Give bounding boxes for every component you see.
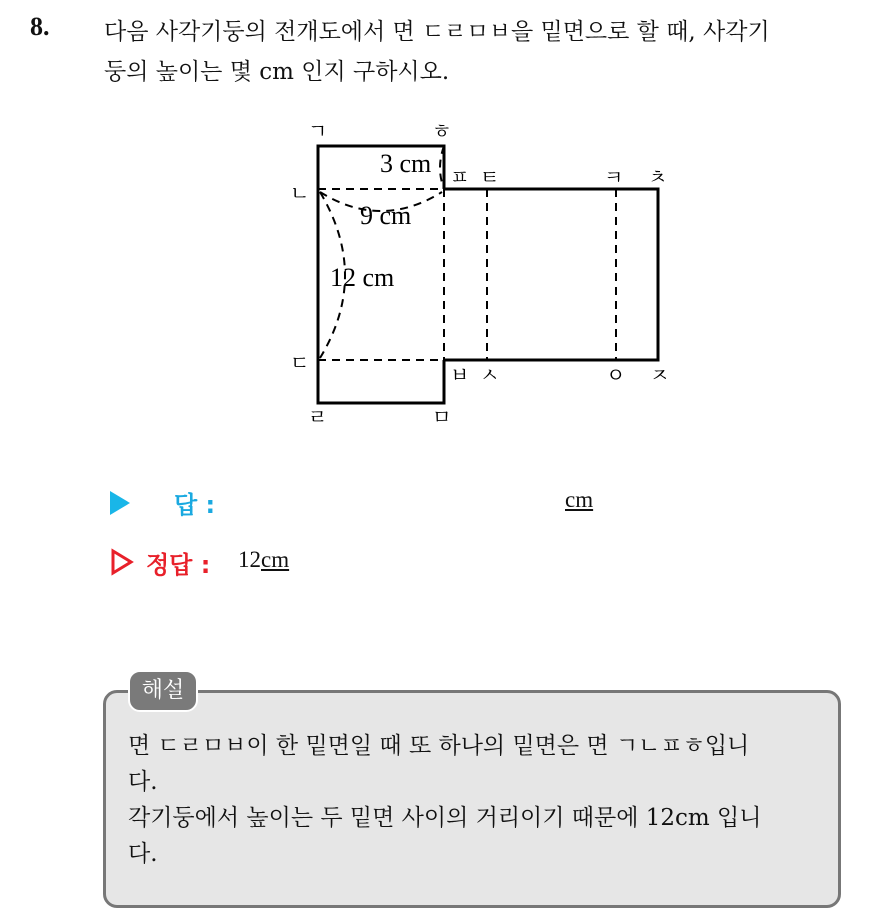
measure-3cm: 3 cm [380, 149, 432, 178]
solution-text [128, 728, 828, 872]
measure-12cm: 12 cm [330, 263, 395, 292]
correct-value [238, 547, 289, 573]
label-g: ㄱ [308, 119, 328, 143]
label-r: ㄹ [308, 405, 328, 429]
solution-tag: 해설 [128, 670, 198, 712]
play-triangle-icon [110, 491, 130, 515]
question-number: 8. [30, 12, 50, 41]
correct-answer-row [110, 545, 610, 579]
label-p: ㅍ [450, 165, 470, 189]
answer-label: 답 : [174, 491, 216, 519]
solution-line-1: 면 ㄷㄹㅁㅂ이 한 밑면일 때 또 하나의 밑면은 면 ㄱㄴㅍㅎ입니 [128, 733, 750, 759]
label-k: ㅋ [604, 165, 624, 189]
label-ch: ㅊ [648, 165, 668, 189]
correct-number: 12 [238, 547, 261, 572]
outline-triangle-icon [110, 548, 134, 576]
label-o: ㅇ [606, 363, 626, 387]
label-t: ㅌ [480, 165, 500, 189]
solution-line-4: 다. [128, 841, 158, 867]
label-n: ㄴ [290, 181, 310, 205]
question-line-1: 다음 사각기둥의 전개도에서 면 ㄷㄹㅁㅂ을 밑면으로 할 때, 사각기 [104, 19, 770, 45]
label-m: ㅁ [432, 405, 452, 429]
answer-unit: cm [565, 487, 594, 512]
label-b: ㅂ [450, 363, 470, 387]
net-outline-right [444, 189, 658, 360]
label-d: ㄷ [290, 351, 310, 375]
answer-row [110, 485, 610, 519]
label-s: ㅅ [480, 363, 500, 387]
measure-9cm: 9 cm [360, 201, 412, 230]
label-j: ㅈ [650, 363, 670, 387]
solution-line-2: 다. [128, 769, 158, 795]
solution-line-3: 각기둥에서 높이는 두 밑면 사이의 거리이기 때문에 12cm 입니 [128, 805, 762, 831]
label-h: ㅎ [432, 119, 452, 143]
correct-unit: cm [261, 547, 290, 572]
correct-label: 정답 : [146, 551, 211, 579]
question-line-2: 둥의 높이는 몇 cm 인지 구하시오. [104, 59, 450, 85]
